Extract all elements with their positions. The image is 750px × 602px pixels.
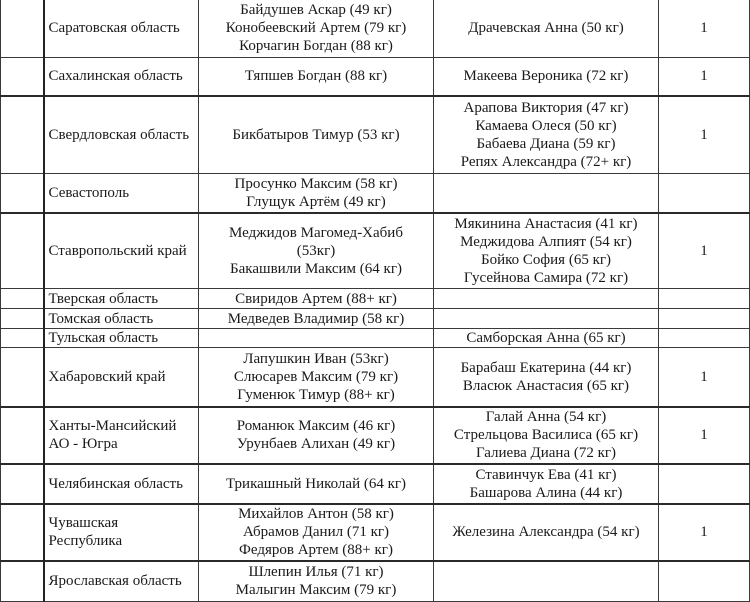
- table-row: [1, 0, 750, 58]
- table-row: [1, 348, 750, 407]
- athlete-name: Железина Александра (54 кг): [452, 524, 640, 540]
- athlete-name: Трикашный Николай (64 кг): [225, 475, 407, 492]
- row-number-cell: [1, 213, 44, 289]
- athlete-name: Барабаш Екатерина (44 кг): [460, 359, 632, 376]
- region-name-cell: Томская область: [44, 309, 199, 329]
- athlete-name: Федяров Артем (88+ кг): [239, 542, 393, 558]
- male-athletes-cell: [199, 0, 434, 58]
- athlete-name: Глущук Артём (49 кг): [246, 193, 386, 210]
- region-name-cell: Тульская область: [44, 329, 199, 348]
- athlete-name: (53кг): [296, 242, 336, 259]
- female-athletes-cell: [434, 0, 659, 58]
- athlete-name: Галай Анна (54 кг): [485, 409, 607, 425]
- table-row: [1, 213, 750, 289]
- athlete-name: Урунбаев Алихан (49 кг): [236, 436, 396, 452]
- male-athletes-cell: [199, 174, 434, 213]
- female-athletes-cell: [434, 289, 659, 309]
- team-count-cell: [659, 464, 750, 504]
- athlete-name: Меджидов Магомед-Хабиб: [229, 224, 403, 241]
- region-name-cell: Ярославская область: [44, 561, 199, 602]
- region-name-cell: Саратовская область: [44, 0, 199, 58]
- athlete-name: Бабаева Диана (59 кг): [476, 135, 616, 152]
- male-athletes-cell: [199, 96, 434, 174]
- row-number-cell: [1, 348, 44, 407]
- male-athletes-cell: [199, 329, 434, 348]
- athlete-name: Медведев Владимир (58 кг): [227, 310, 405, 327]
- athlete-name: Меджидова Алпият (54 кг): [460, 233, 632, 250]
- female-athletes-cell: [434, 58, 659, 96]
- table-row: [1, 289, 750, 309]
- athlete-name: Драчевская Анна (50 кг): [468, 20, 624, 36]
- region-name-cell: Свердловская область: [44, 96, 199, 174]
- athlete-name: Стрельцова Василиса (65 кг): [453, 427, 639, 443]
- athlete-name: Башарова Алина (44 кг): [469, 484, 623, 501]
- athlete-name: Романюк Максим (46 кг): [236, 418, 396, 434]
- table-row: [1, 309, 750, 329]
- region-name-cell: Сахалинская область: [44, 58, 199, 96]
- table-row: [1, 96, 750, 174]
- row-number-cell: [1, 464, 44, 504]
- team-count-cell: 1: [659, 504, 750, 561]
- row-number-cell: [1, 407, 44, 464]
- female-athletes-cell: [434, 407, 659, 464]
- male-athletes-cell: [199, 289, 434, 309]
- female-athletes-cell: [434, 504, 659, 561]
- table-row: [1, 561, 750, 602]
- athlete-name: Корчагин Богдан (88 кг): [239, 38, 393, 54]
- athlete-name: Ставинчук Ева (41 кг): [475, 466, 617, 483]
- team-count-cell: 1: [659, 0, 750, 58]
- athlete-name: Тяпшев Богдан (88 кг): [244, 68, 388, 85]
- region-name-cell: Севастополь: [44, 174, 199, 213]
- row-number-cell: [1, 174, 44, 213]
- table-row: [1, 464, 750, 504]
- row-number-cell: [1, 289, 44, 309]
- team-count-cell: 1: [659, 96, 750, 174]
- row-number-cell: [1, 329, 44, 348]
- athlete-name: Бойко София (65 кг): [481, 251, 611, 268]
- athlete-name: Лапушкин Иван (53кг): [243, 350, 389, 367]
- row-number-cell: [1, 561, 44, 602]
- female-athletes-cell: [434, 329, 659, 348]
- team-count-cell: [659, 561, 750, 602]
- table-row: [1, 407, 750, 464]
- row-number-cell: [1, 504, 44, 561]
- team-count-cell: [659, 289, 750, 309]
- athlete-name: Конобеевский Артем (79 кг): [225, 20, 407, 36]
- region-name-cell: Ханты-Мансийский АО - Югра: [44, 407, 199, 464]
- row-number-cell: [1, 58, 44, 96]
- athlete-name: Байдушев Аскар (49 кг): [240, 2, 392, 18]
- athlete-name: Галиева Диана (72 кг): [475, 445, 617, 461]
- male-athletes-cell: [199, 58, 434, 96]
- athlete-name: Просунко Максим (58 кг): [234, 175, 398, 192]
- region-name-cell: Челябинская область: [44, 464, 199, 504]
- region-name-cell: Хабаровский край: [44, 348, 199, 407]
- athlete-name: Гусейнова Самира (72 кг): [463, 269, 629, 286]
- team-count-cell: 1: [659, 407, 750, 464]
- team-count-cell: [659, 329, 750, 348]
- male-athletes-cell: [199, 309, 434, 329]
- team-count-cell: 1: [659, 348, 750, 407]
- female-athletes-cell: [434, 309, 659, 329]
- table-body: [1, 0, 750, 602]
- athlete-name: Власюк Анастасия (65 кг): [462, 377, 630, 394]
- table-row: [1, 329, 750, 348]
- athlete-name: Камаева Олеся (50 кг): [475, 117, 617, 134]
- male-athletes-cell: [199, 561, 434, 602]
- team-count-cell: 1: [659, 58, 750, 96]
- athlete-name: Шлепин Илья (71 кг): [248, 564, 384, 581]
- row-number-cell: [1, 309, 44, 329]
- female-athletes-cell: [434, 213, 659, 289]
- athlete-name: Гуменюк Тимур (88+ кг): [237, 386, 395, 403]
- region-name-cell: Чувашская Республика: [44, 504, 199, 561]
- female-athletes-cell: [434, 174, 659, 213]
- athlete-name: Мякинина Анастасия (41 кг): [454, 215, 638, 232]
- region-name-cell: Ставропольский край: [44, 213, 199, 289]
- table-row: [1, 174, 750, 213]
- female-athletes-cell: [434, 561, 659, 602]
- region-name-cell: Тверская область: [44, 289, 199, 309]
- female-athletes-cell: [434, 348, 659, 407]
- athlete-name: Репях Александра (72+ кг): [460, 153, 632, 170]
- team-count-cell: [659, 174, 750, 213]
- athlete-name: Бикбатыров Тимур (53 кг): [232, 126, 400, 143]
- male-athletes-cell: [199, 348, 434, 407]
- athlete-name: Самборская Анна (65 кг): [466, 330, 626, 346]
- team-count-cell: 1: [659, 213, 750, 289]
- athlete-name: Абрамов Данил (71 кг): [242, 524, 390, 540]
- male-athletes-cell: [199, 213, 434, 289]
- female-athletes-cell: [434, 464, 659, 504]
- athlete-name: Малыгин Максим (79 кг): [235, 582, 397, 599]
- male-athletes-cell: [199, 504, 434, 561]
- athlete-name: Макеева Вероника (72 кг): [463, 68, 629, 85]
- female-athletes-cell: [434, 96, 659, 174]
- athlete-name: Арапова Виктория (47 кг): [463, 99, 629, 116]
- athlete-name: Бакашвили Максим (64 кг): [230, 260, 402, 277]
- athlete-name: Михайлов Антон (58 кг): [238, 506, 394, 522]
- male-athletes-cell: [199, 464, 434, 504]
- table-row: [1, 58, 750, 96]
- team-count-cell: [659, 309, 750, 329]
- row-number-cell: [1, 96, 44, 174]
- row-number-cell: [1, 0, 44, 58]
- athlete-name: Слюсарев Максим (79 кг): [233, 368, 399, 385]
- male-athletes-cell: [199, 407, 434, 464]
- table-row: [1, 504, 750, 561]
- athlete-name: Свиридов Артем (88+ кг): [235, 290, 397, 307]
